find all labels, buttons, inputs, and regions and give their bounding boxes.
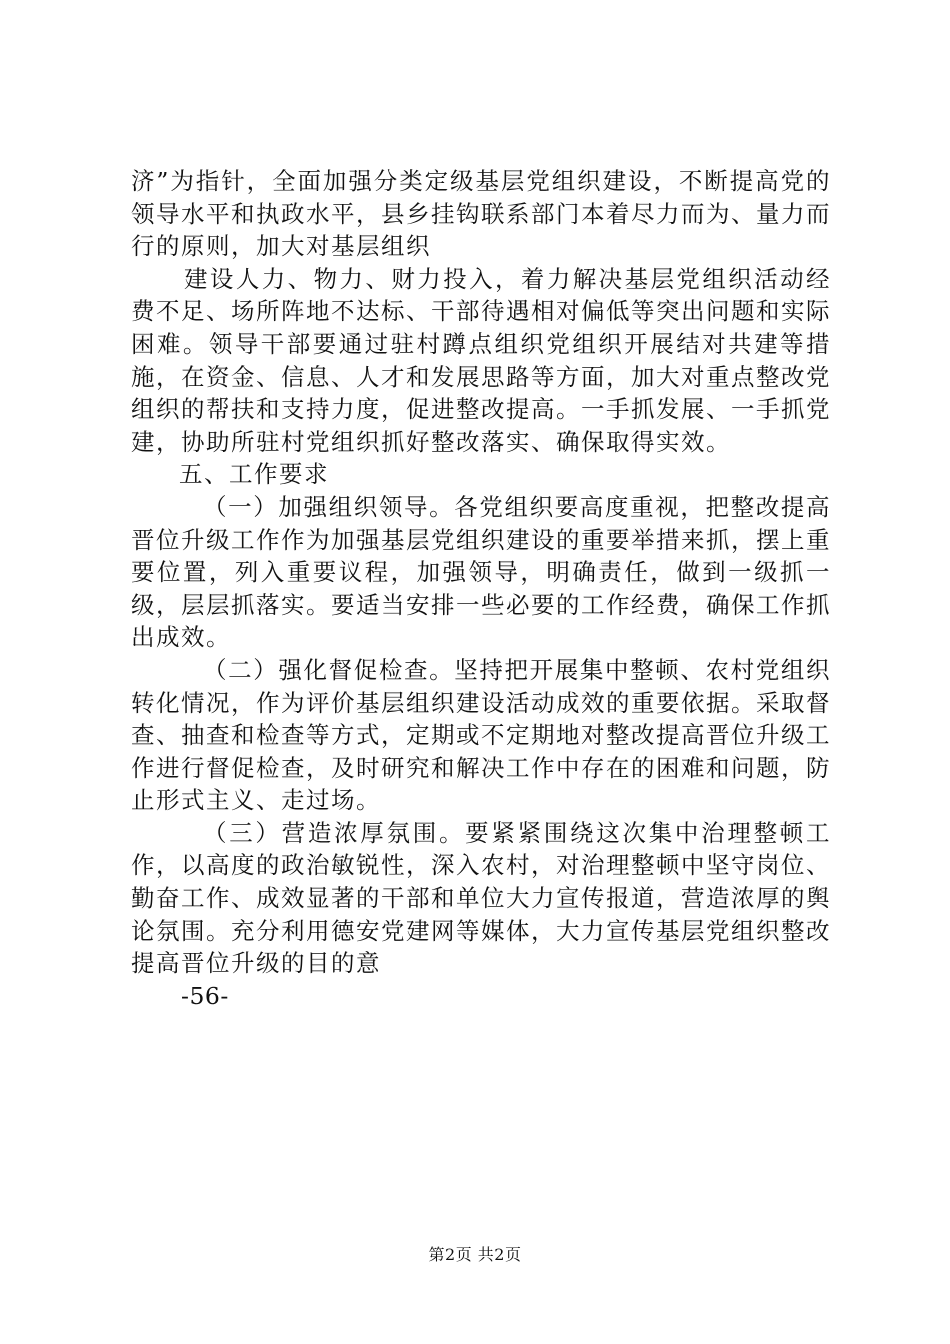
- paragraph-continuation: 济”为指针，全面加强分类定级基层党组织建设，不断提高党的领导水平和执政水平，县乡挂钩联系部门本着尽力而为、量力而行的原则，加大对基层组织: [131, 167, 831, 261]
- paragraph-organization-leadership: （一）加强组织领导。各党组织要高度重视，把整改提高晋位升级工作作为加强基层党组织建设的重要举措来抓，摆上重要位置，列入重要议程，加强领导，明确责任，做到一级抓一级，层层抓落实。要适当安排一些必要的工作经费，确保工作抓出成效。: [131, 492, 831, 652]
- section-heading-work-requirements: 五、工作要求: [179, 460, 329, 489]
- paragraph-supervision-inspection: （二）强化督促检查。坚持把开展集中整顿、农村党组织转化情况，作为评价基层组织建设活动成效的重要依据。采取督查、抽查和检查等方式，定期或不定期地对整改提高晋位升级工作进行督促检查，及时研究和解决工作中存在的困难和问题，防止形式主义、走过场。: [131, 655, 831, 815]
- page-footer: 第2页 共2页: [428, 1245, 522, 1264]
- paragraph-investment: 建设人力、物力、财力投入，着力解决基层党组织活动经费不足、场所阵地不达标、干部待遇相对偏低等突出问题和实际困难。领导干部要通过驻村蹲点组织党组织开展结对共建等措施，在资金、信息、人才和发展思路等方面，加大对重点整改党组织的帮扶和支持力度，促进整改提高。一手抓发展、一手抓党建，协助所驻村党组织抓好整改落实、确保取得实效。: [131, 264, 831, 456]
- inline-page-marker: -56-: [181, 981, 229, 1010]
- document-body: [131, 165, 831, 1012]
- paragraph-atmosphere: （三）营造浓厚氛围。要紧紧围绕这次集中治理整顿工作，以高度的政治敏锐性，深入农村，对治理整顿中坚守岗位、勤奋工作、成效显著的干部和单位大力宣传报道，营造浓厚的舆论氛围。充分利用德安党建网等媒体，大力宣传基层党组织整改提高晋位升级的目的意: [131, 818, 831, 978]
